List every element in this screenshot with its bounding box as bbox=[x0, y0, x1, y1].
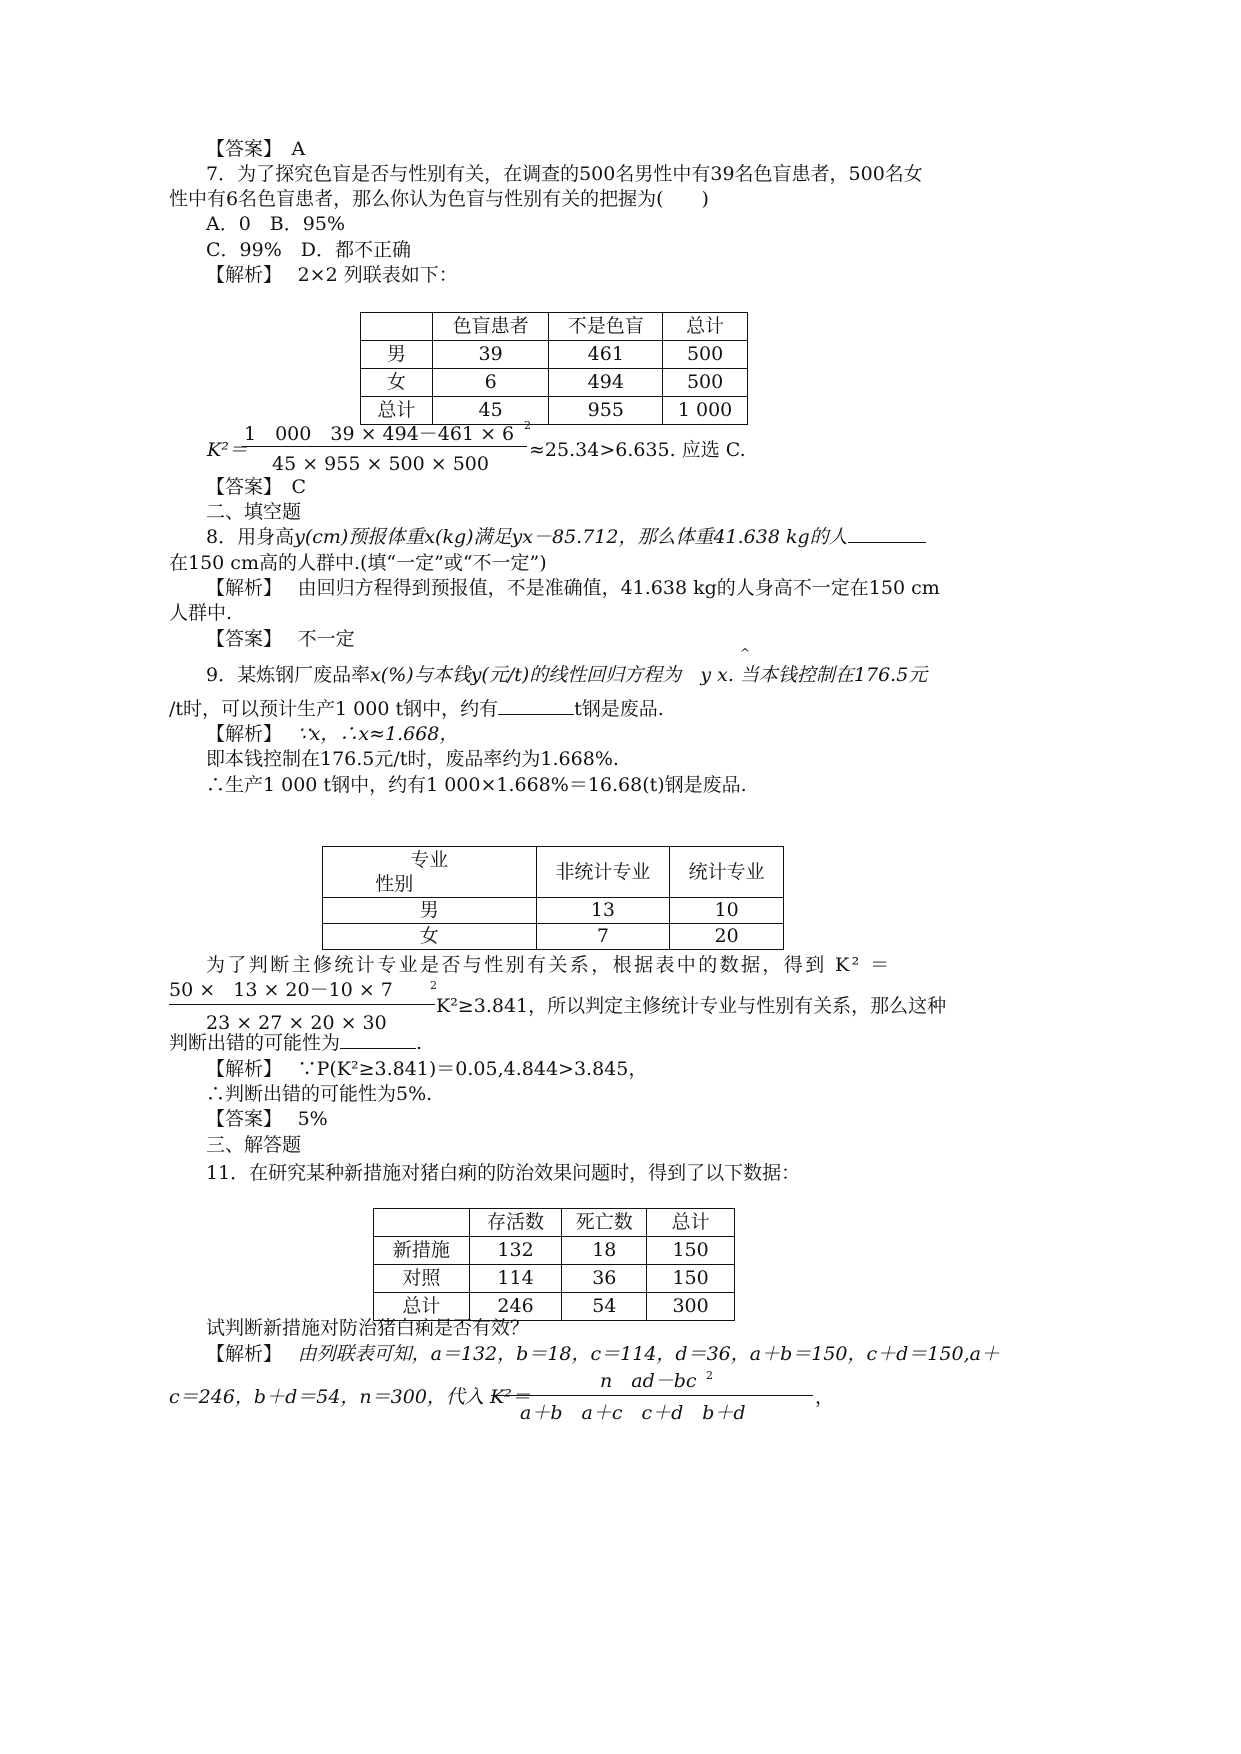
text-run: 8．用身高 bbox=[206, 526, 295, 548]
text-run: 判断出错的可能性为 bbox=[169, 1032, 341, 1054]
text-run: ∵x，∴x≈1.668， bbox=[297, 723, 459, 745]
text-run: x(kg)满足 bbox=[424, 526, 512, 548]
q9-stem-line1 bbox=[206, 662, 927, 688]
q9-analysis-line2: 即本钱控制在176.5元/t时，废品率约为1.668%. bbox=[206, 748, 619, 770]
fill-blank bbox=[498, 696, 574, 715]
text-run: yx－85.712，那么体重41.638 kg的人 bbox=[511, 526, 848, 548]
q11-formula-denominator: a＋b a＋c c＋d b＋d bbox=[520, 1402, 746, 1424]
table-row bbox=[374, 1265, 735, 1293]
q7-options-line1: A．0 B．95% bbox=[206, 213, 346, 235]
section-heading-fill-in: 二、填空题 bbox=[206, 501, 302, 523]
q10-k2-denominator: 23 × 27 × 20 × 30 bbox=[206, 1012, 387, 1034]
table-cell: 500 bbox=[663, 341, 748, 369]
corner-top-label: 专业 bbox=[410, 849, 449, 871]
q9-analysis-line1 bbox=[206, 721, 458, 747]
table-cell: 总计 bbox=[647, 1209, 735, 1237]
table-cell: 女 bbox=[361, 369, 433, 397]
hat-mark: ^ bbox=[740, 646, 751, 660]
q7-options-line2: C．99% D．都不正确 bbox=[206, 239, 412, 261]
table-cell: 男 bbox=[323, 898, 537, 924]
q11-formula-exponent: 2 bbox=[706, 1369, 713, 1382]
text-run: ∵P(K²≥3.841)＝0.05,4.844>3.845， bbox=[297, 1058, 648, 1080]
table-cell: 45 bbox=[432, 397, 549, 425]
q6-answer: A bbox=[291, 138, 306, 160]
q8-analysis-line2: 人群中. bbox=[169, 602, 233, 624]
q8-stem-line1 bbox=[206, 524, 926, 550]
table-cell: 18 bbox=[562, 1237, 647, 1265]
table-row bbox=[323, 924, 784, 950]
analysis-tag: 【解析】 bbox=[206, 723, 273, 745]
table-cell: 死亡数 bbox=[562, 1209, 647, 1237]
table-cell bbox=[361, 313, 433, 341]
fraction-bar bbox=[491, 1395, 813, 1396]
k2-exponent: 2 bbox=[524, 419, 531, 432]
q10-stem-line1: 为了判断主修统计专业是否与性别有关系，根据表中的数据，得到 K² ＝ bbox=[206, 954, 892, 976]
k2-prefix: K²＝ bbox=[207, 439, 248, 461]
table-row bbox=[361, 369, 748, 397]
q10-stem-line2-tail: K²≥3.841，所以判定主修统计专业与性别有关系，那么这种 bbox=[436, 995, 947, 1017]
k2-denominator: 45 × 955 × 500 × 500 bbox=[272, 453, 489, 475]
fraction-bar bbox=[169, 1004, 435, 1005]
table-cell: 300 bbox=[647, 1293, 735, 1321]
k2-result: ≈25.34>6.635. 应选 C. bbox=[529, 439, 746, 461]
q7-stem-line1: 7．为了探究色盲是否与性别有关，在调查的500名男性中有39名色盲患者，500名女 bbox=[206, 163, 923, 185]
table-row bbox=[323, 898, 784, 924]
text-run: t钢是废品. bbox=[574, 698, 664, 720]
table-cell: 不是色盲 bbox=[549, 313, 663, 341]
analysis-tag: 【解析】 bbox=[206, 1058, 273, 1080]
analysis-tag: 【解析】 bbox=[206, 1343, 273, 1365]
q10-analysis-line1 bbox=[206, 1056, 647, 1082]
analysis-tag: 【解析】 bbox=[206, 577, 273, 599]
text-run: x(%)与本钱 bbox=[370, 664, 471, 686]
q8-answer-line bbox=[206, 626, 355, 652]
q9-analysis-line3: ∴生产1 000 t钢中，约有1 000×1.668%＝16.68(t)钢是废品. bbox=[206, 774, 747, 796]
table-cell: 6 bbox=[432, 369, 549, 397]
q11-analysis-line2: c＝246，b＋d＝54，n＝300，代入 K²＝ bbox=[169, 1386, 531, 1408]
table-cell: 对照 bbox=[374, 1265, 470, 1293]
table-header-row bbox=[374, 1209, 735, 1237]
q11-formula-tail: ， bbox=[815, 1386, 835, 1408]
text-run: y(cm)预报体重 bbox=[294, 526, 425, 548]
q7-stem-line2: 性中有6名色盲患者，那么你认为色盲与性别有关的把握为( ) bbox=[169, 188, 709, 210]
q9-stem-line2 bbox=[169, 696, 664, 722]
table-cell: 114 bbox=[469, 1265, 562, 1293]
table-cell: 统计专业 bbox=[670, 847, 784, 898]
table-cell: 1 000 bbox=[663, 397, 748, 425]
q7-answer-line bbox=[206, 474, 306, 500]
table-header-row bbox=[361, 313, 748, 341]
analysis-tag: 【解析】 bbox=[206, 264, 273, 286]
q6-answer-line bbox=[206, 136, 305, 162]
table-row bbox=[374, 1237, 735, 1265]
text-run: 由列联表可知，a＝132，b＝18，c＝114，d＝36，a＋b＝150，c＋d＝150,a＋ bbox=[297, 1343, 1000, 1365]
table-corner-cell bbox=[323, 847, 537, 898]
q10-major-gender-table bbox=[322, 846, 784, 950]
answer-tag: 【答案】 bbox=[206, 628, 273, 650]
q10-answer: 5% bbox=[297, 1108, 328, 1130]
table-cell: 10 bbox=[670, 898, 784, 924]
table-row bbox=[361, 341, 748, 369]
table-cell: 存活数 bbox=[469, 1209, 562, 1237]
text-run: /t时，可以预计生产1 000 t钢中，约有 bbox=[169, 698, 499, 720]
q7-analysis-text: 2×2 列联表如下： bbox=[297, 264, 458, 286]
table-cell: 150 bbox=[647, 1237, 735, 1265]
q8-stem-line2: 在150 cm高的人群中.(填“一定”或“不一定”) bbox=[169, 552, 547, 574]
table-cell: 461 bbox=[549, 341, 663, 369]
q11-analysis-line1 bbox=[206, 1341, 1000, 1367]
q10-answer-line bbox=[206, 1106, 328, 1132]
q10-analysis-line2: ∴判断出错的可能性为5%. bbox=[206, 1083, 433, 1105]
q7-contingency-table bbox=[360, 312, 748, 425]
q11-formula-numerator: n ad－bc bbox=[600, 1370, 697, 1392]
table-cell: 36 bbox=[562, 1265, 647, 1293]
text-run: y x. 当本钱控制在176.5元 bbox=[700, 664, 928, 686]
table-cell: 20 bbox=[670, 924, 784, 950]
table-cell: 54 bbox=[562, 1293, 647, 1321]
section-heading-solution: 三、解答题 bbox=[206, 1134, 302, 1156]
text-run: y(元/t)的线性回归方程为 bbox=[470, 664, 682, 686]
answer-tag: 【答案】 bbox=[206, 476, 273, 498]
table-cell bbox=[374, 1209, 470, 1237]
q8-answer: 不一定 bbox=[297, 628, 355, 650]
table-cell: 总计 bbox=[374, 1293, 470, 1321]
table-cell: 非统计专业 bbox=[536, 847, 670, 898]
table-cell: 39 bbox=[432, 341, 549, 369]
fill-blank bbox=[848, 524, 926, 543]
table-cell: 男 bbox=[361, 341, 433, 369]
q10-stem-line3: 判断出错的可能性为 . bbox=[169, 1032, 423, 1054]
table-cell: 女 bbox=[323, 924, 537, 950]
q7-answer: C bbox=[291, 476, 307, 498]
table-cell: 新措施 bbox=[374, 1237, 470, 1265]
q11-data-table bbox=[373, 1208, 735, 1321]
answer-tag: 【答案】 bbox=[206, 138, 273, 160]
table-cell: 246 bbox=[469, 1293, 562, 1321]
table-cell: 955 bbox=[549, 397, 663, 425]
q7-analysis-line bbox=[206, 262, 458, 288]
table-cell: 150 bbox=[647, 1265, 735, 1293]
q11-stem: 11．在研究某种新措施对猪白痢的防治效果问题时，得到了以下数据： bbox=[206, 1162, 801, 1184]
table-cell: 总计 bbox=[663, 313, 748, 341]
table-cell: 7 bbox=[536, 924, 670, 950]
table-cell: 13 bbox=[536, 898, 670, 924]
table-cell: 494 bbox=[549, 369, 663, 397]
table-header-row bbox=[323, 847, 784, 898]
fraction-bar bbox=[242, 446, 527, 447]
q10-k2-numerator: 50 × 13 × 20－10 × 7 bbox=[169, 979, 393, 1001]
fill-blank bbox=[340, 1030, 416, 1049]
corner-bottom-label: 性别 bbox=[375, 873, 414, 895]
q10-k2-exponent: 2 bbox=[430, 979, 437, 992]
table-cell: 总计 bbox=[361, 397, 433, 425]
table-cell: 色盲患者 bbox=[432, 313, 549, 341]
answer-tag: 【答案】 bbox=[206, 1108, 273, 1130]
table-cell: 500 bbox=[663, 369, 748, 397]
table-cell: 132 bbox=[469, 1237, 562, 1265]
text-run: 9．某炼钢厂废品率 bbox=[206, 664, 371, 686]
k2-numerator: 1 000 39 × 494－461 × 6 bbox=[244, 423, 515, 445]
q8-analysis-line1 bbox=[206, 575, 940, 601]
q11-question: 试判断新措施对防治猪白痢是否有效？ bbox=[206, 1317, 530, 1339]
text-run: 由回归方程得到预报值，不是准确值，41.638 kg的人身高不一定在150 cm bbox=[297, 577, 940, 599]
